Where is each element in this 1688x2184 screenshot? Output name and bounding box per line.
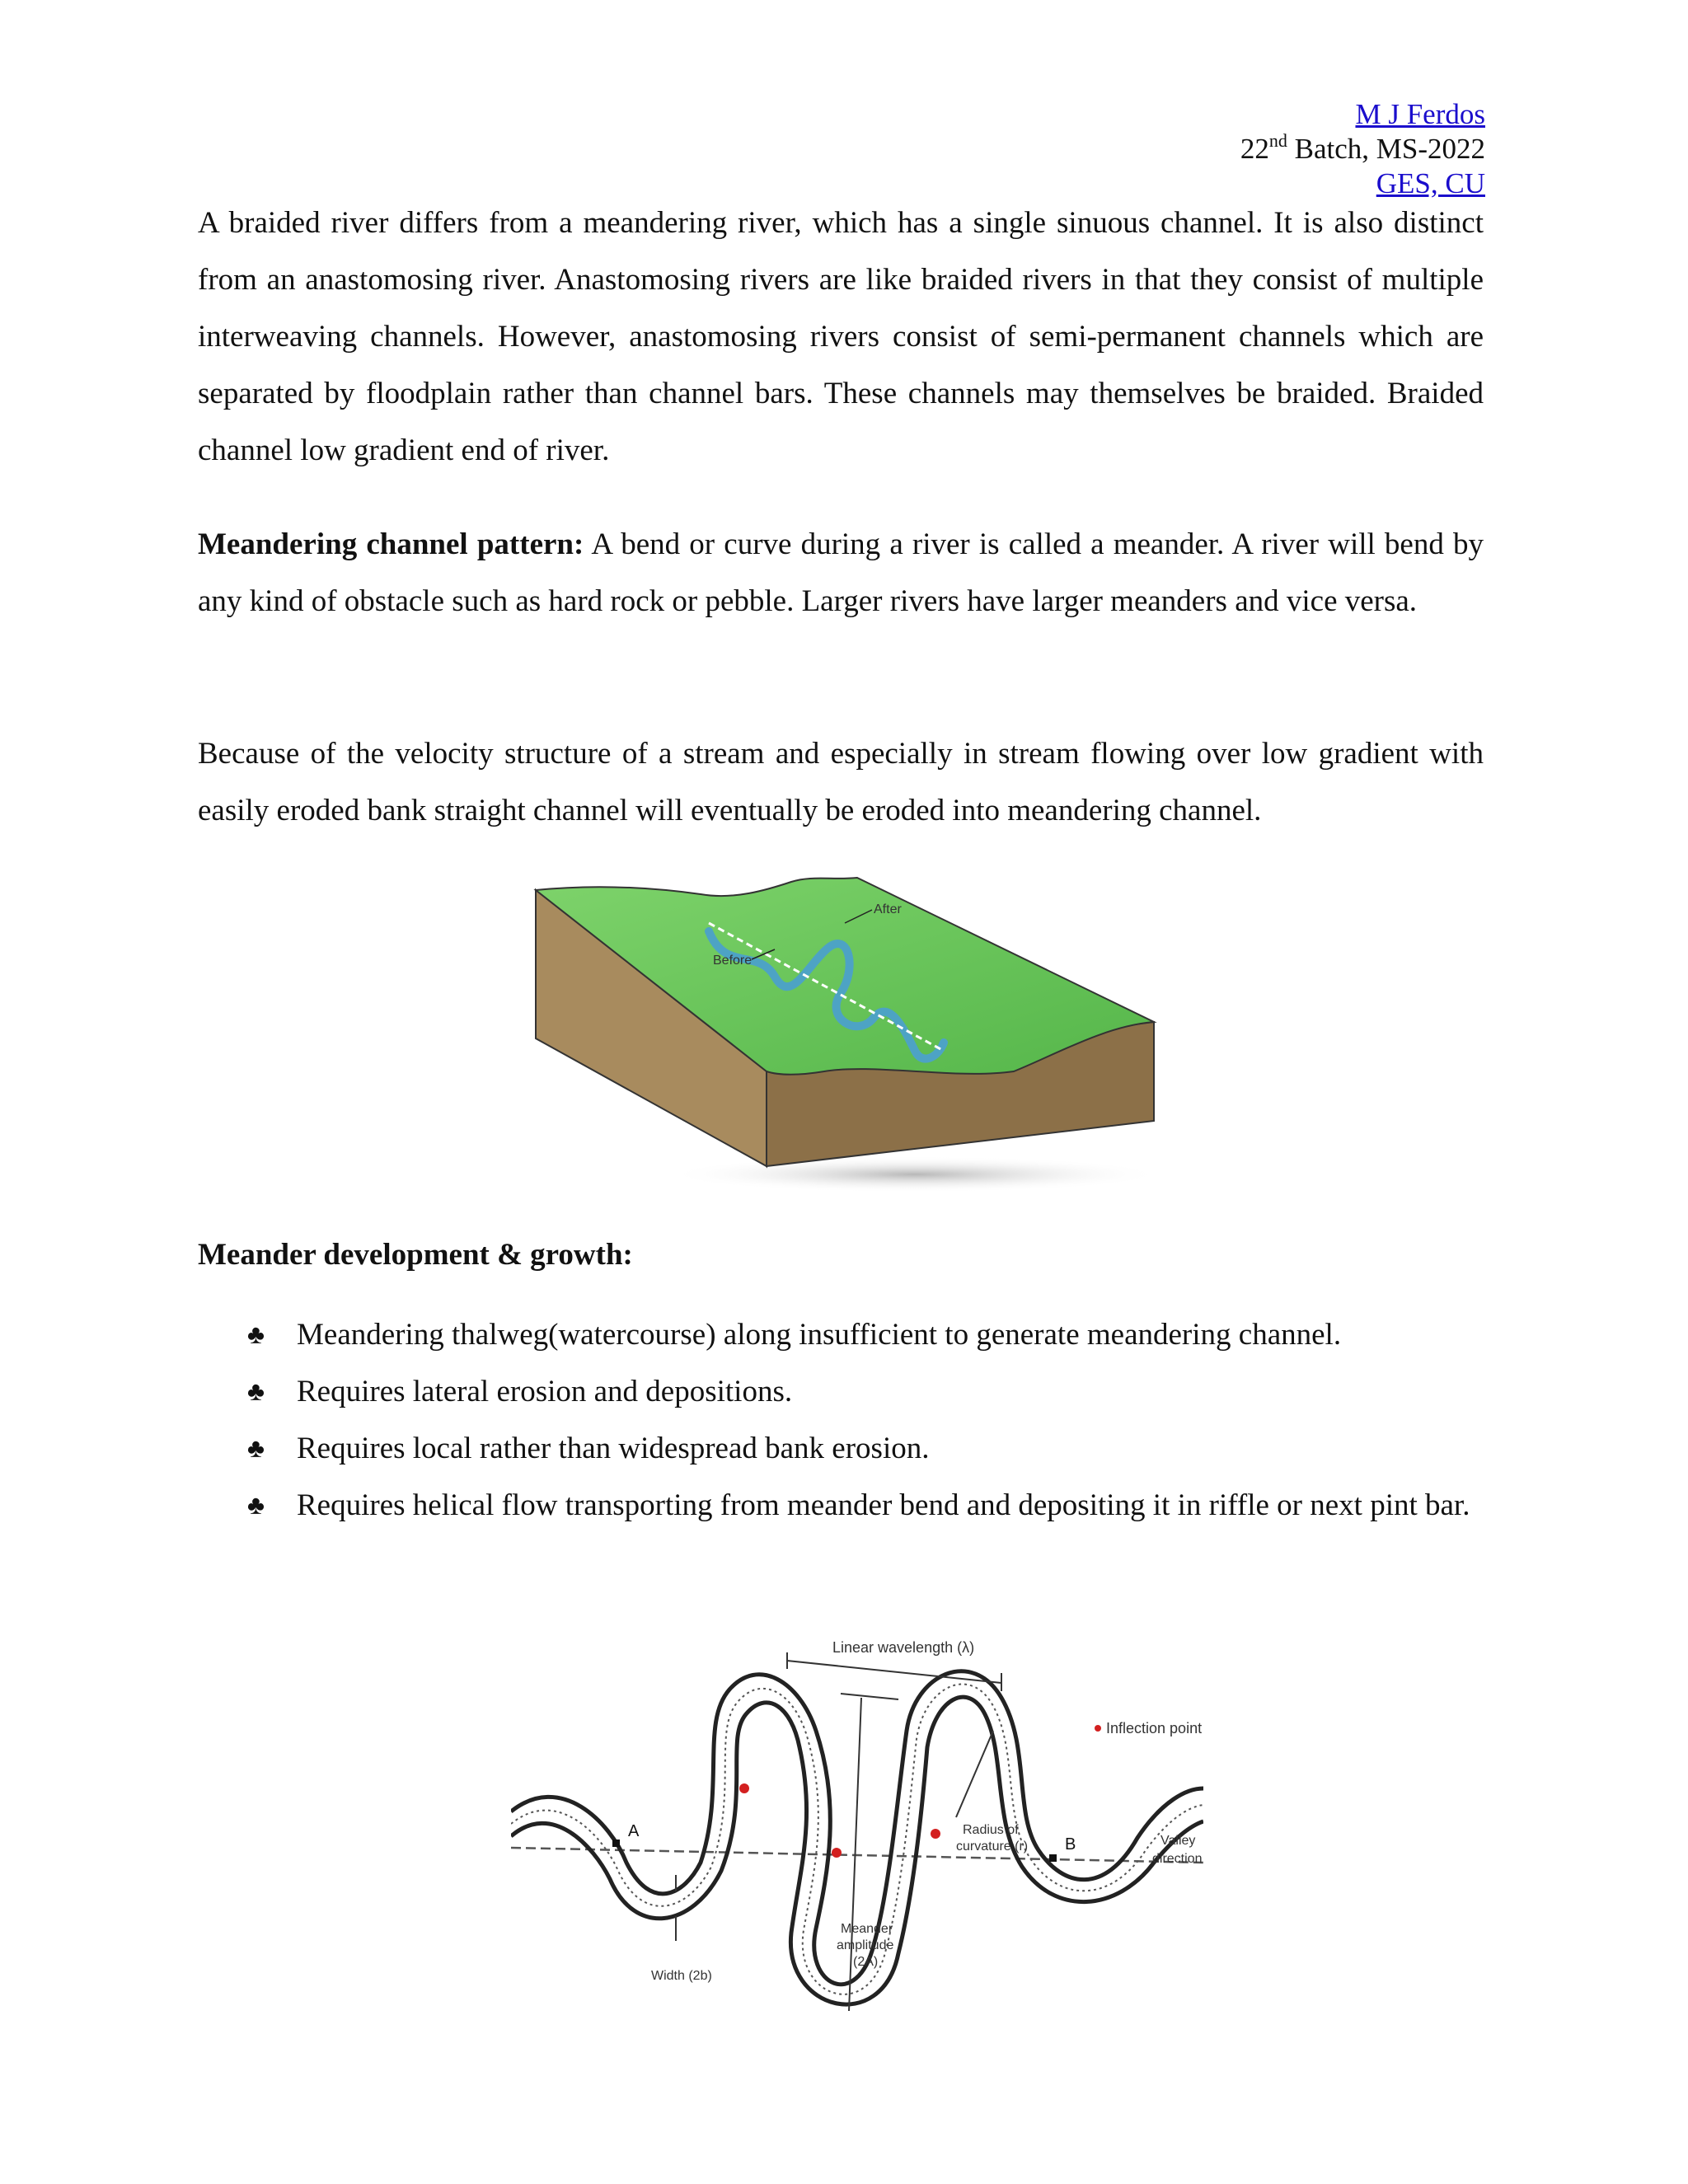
club-icon: ♣ (247, 1376, 265, 1406)
list-item: ♣ Meandering thalweg(watercourse) along insufficient to generate meandering channel. (198, 1306, 1484, 1363)
label-before: Before (713, 954, 753, 968)
club-icon: ♣ (247, 1490, 265, 1520)
meandering-paragraph (198, 516, 1484, 630)
channel-outer-bank (511, 1671, 1203, 1985)
batch-suffix: nd (1268, 130, 1287, 151)
section-heading: Meander development & growth: (198, 1238, 633, 1272)
radius-label-2: curvature (r) (956, 1840, 1029, 1854)
amplitude-tick (841, 1694, 898, 1699)
list-item: ♣ Requires local rather than widespread bank erosion. (198, 1420, 1484, 1477)
radius-line (956, 1731, 993, 1817)
label-after: After (874, 902, 902, 916)
batch-rest: Batch, MS-2022 (1287, 133, 1485, 165)
wavelength-label: Linear wavelength (λ) (832, 1639, 975, 1656)
braided-river-paragraph: A braided river differs from a meandering river, which has a single sinuous channel. It is also distinct from an anastomosing river. Anastomosing rivers are like braided rivers in that they consist of multiple interweaving channels. However, anastomosing rivers consist of semi-permanent channels which are separated by floodplain rather than channel bars. These channels may themselves be braided. Braided channel low gradient end of river. (198, 206, 1484, 467)
meandering-text: A bend or curve during a river is called a meander. A river will bend by any kind of obstacle such as hard rock or pebble. Larger rivers have larger meanders and vice versa. (198, 527, 1484, 618)
inflection-point (832, 1848, 842, 1858)
club-icon: ♣ (247, 1433, 265, 1463)
amplitude-label-2: amplitude (837, 1938, 894, 1952)
point-b-marker (1049, 1854, 1057, 1862)
valley-axis (511, 1848, 1203, 1863)
bullet-list (198, 1306, 1484, 1534)
amplitude-label-3: (2A) (853, 1955, 879, 1969)
batch-line (1240, 132, 1485, 166)
valley-label-2: direction (1152, 1852, 1203, 1866)
velocity-paragraph: Because of the velocity structure of a stream and especially in stream flowing over low gradient with easily eroded bank straight channel will eventually be eroded into meandering channel. (198, 737, 1484, 827)
point-a-marker (612, 1840, 620, 1847)
inflection-point (931, 1829, 940, 1839)
club-icon: ♣ (247, 1319, 265, 1349)
dept-link[interactable]: GES, CU (1376, 167, 1485, 199)
page-header (1240, 97, 1485, 201)
amplitude-label-1: Meander (841, 1922, 893, 1936)
point-a-label: A (628, 1822, 640, 1840)
list-item: ♣ Requires helical flow transporting from meander bend and depositing it in riffle or next pint bar. (198, 1477, 1484, 1534)
radius-label-1: Radius of (963, 1823, 1019, 1837)
batch-number: 22 (1240, 133, 1269, 165)
inflection-point (739, 1783, 749, 1793)
author-link[interactable]: M J Ferdos (1355, 98, 1485, 130)
point-b-label: B (1065, 1835, 1076, 1854)
legend-inflection-text: Inflection point (1106, 1720, 1203, 1736)
width-label: Width (2b) (651, 1969, 712, 1983)
shadow-shape (668, 1156, 1162, 1193)
legend-inflection-dot (1095, 1725, 1101, 1732)
list-item: ♣ Requires lateral erosion and depositions. (198, 1363, 1484, 1420)
meandering-lead: Meandering channel pattern: (198, 527, 584, 561)
valley-label-1: Valley (1160, 1834, 1196, 1848)
meander-geometry-diagram (511, 1624, 1203, 2036)
meander-block-diagram (528, 874, 1162, 1203)
